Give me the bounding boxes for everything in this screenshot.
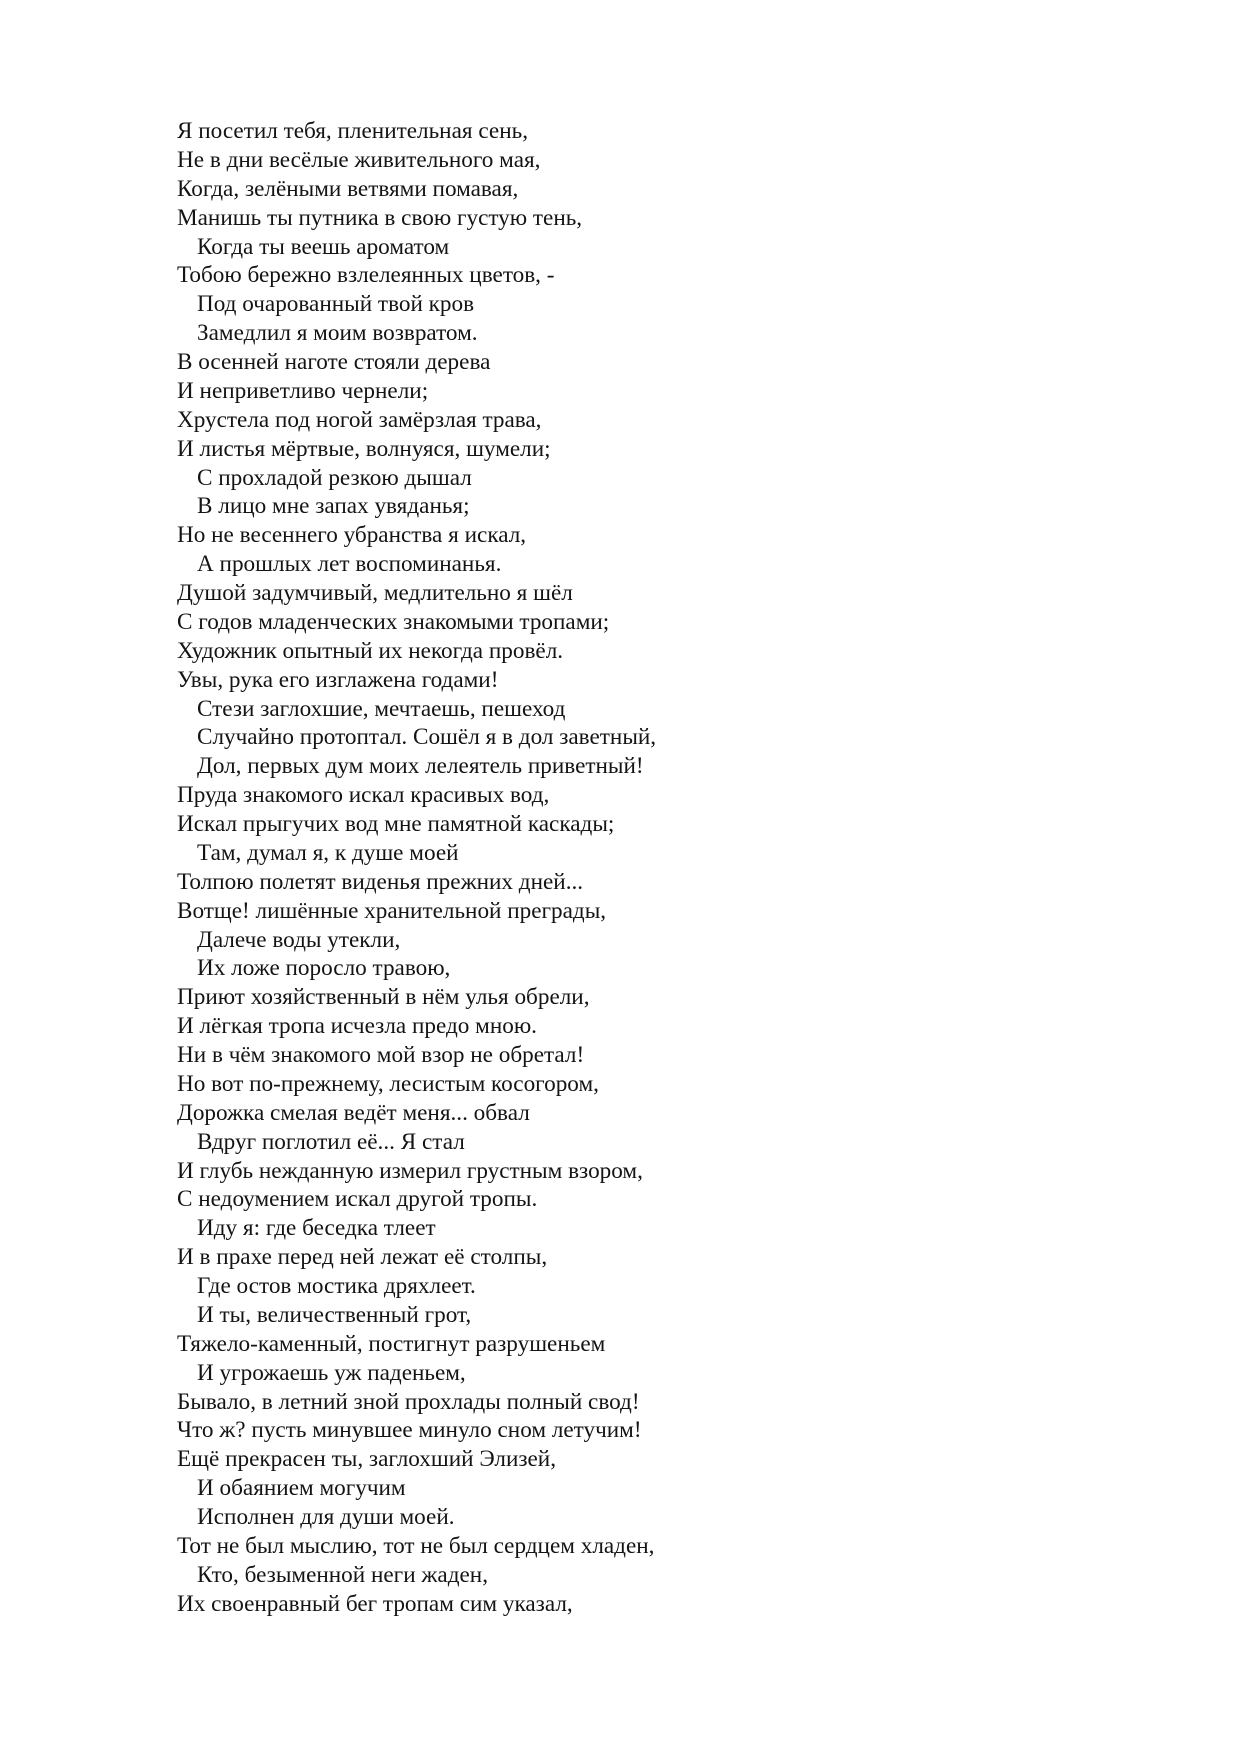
- poem-line: И глубь нежданную измерил грустным взором,: [177, 1157, 643, 1184]
- poem-line: Кто, безыменной неги жаден,: [197, 1561, 489, 1588]
- poem-line: Тяжело-каменный, постигнут разрушеньем: [177, 1330, 606, 1357]
- poem-line: Не в дни весёлые живительного мая,: [177, 146, 541, 173]
- poem-line: Под очарованный твой кров: [197, 291, 475, 318]
- poem-line: Где остов мостика дряхлеет.: [197, 1273, 476, 1299]
- poem-line: С недоумением искал другой тропы.: [177, 1186, 538, 1213]
- poem-line: Хрустела под ногой замёрзлая трава,: [177, 406, 542, 433]
- poem-line: Художник опытный их некогда провёл.: [177, 637, 564, 664]
- poem-line: Бывало, в летний зной прохлады полный свод!: [177, 1388, 640, 1415]
- poem-line: Что ж? пусть минувшее минуло сном летучим!: [177, 1417, 642, 1444]
- poem-line: Тот не был мыслию, тот не был сердцем хладен,: [177, 1532, 655, 1559]
- poem-line: Там, думал я, к душе моей: [197, 839, 459, 866]
- poem-line: Когда, зелёными ветвями помавая,: [177, 175, 519, 202]
- poem-line: Толпою полетят виденья прежних дней...: [177, 868, 584, 895]
- poem-line: Искал прыгучих вод мне памятной каскады;: [177, 811, 615, 837]
- poem-line: И ты, величественный грот,: [197, 1301, 472, 1328]
- poem-text: [177, 117, 656, 1619]
- poem-line: Душой задумчивый, медлительно я шёл: [177, 580, 573, 606]
- poem-line: В осенней наготе стояли дерева: [177, 349, 491, 375]
- poem-line: Но не весеннего убранства я искал,: [177, 522, 527, 549]
- poem-line: И угрожаешь уж паденьем,: [197, 1359, 466, 1386]
- poem-line: Дорожка смелая ведёт меня... обвал: [177, 1099, 530, 1126]
- poem-line: И листья мёртвые, волнуяся, шумели;: [177, 435, 551, 462]
- poem-line: Ещё прекрасен ты, заглохший Элизей,: [177, 1446, 557, 1473]
- poem-line: Дол, первых дум моих лелеятель приветный!: [197, 753, 644, 780]
- poem-line: Я посетил тебя, пленительная сень,: [177, 118, 528, 144]
- poem-line: Их ложе поросло травою,: [197, 955, 451, 982]
- poem-line: И обаянием могучим: [197, 1475, 406, 1502]
- poem-line: Далече воды утекли,: [197, 926, 401, 953]
- poem-line: Пруда знакомого искал красивых вод,: [177, 782, 550, 809]
- poem-line: Исполнен для души моей.: [197, 1504, 455, 1530]
- poem-line: Манишь ты путника в свою густую тень,: [177, 204, 583, 231]
- poem-line: Замедлил я моим возвратом.: [197, 320, 478, 347]
- poem-line: И неприветливо чернели;: [177, 377, 429, 404]
- poem-line: Стези заглохшие, мечтаешь, пешеход: [197, 695, 566, 722]
- poem-line: В лицо мне запах увяданья;: [197, 493, 470, 520]
- poem-line: С годов младенческих знакомыми тропами;: [177, 608, 610, 635]
- poem-line: С прохладой резкою дышал: [197, 464, 472, 491]
- poem-line: Вдруг поглотил её... Я стал: [197, 1128, 465, 1155]
- poem-line: Случайно протоптал. Сошёл я в дол заветный,: [197, 724, 657, 751]
- poem-line: Ни в чём знакомого мой взор не обретал!: [177, 1042, 585, 1068]
- poem-line: Приют хозяйственный в нём улья обрели,: [177, 984, 590, 1011]
- poem-line: И лёгкая тропа исчезла предо мною.: [177, 1013, 537, 1040]
- poem-line: Увы, рука его изглажена годами!: [177, 666, 499, 693]
- poem-line: Их своенравный бег тропам сим указал,: [177, 1590, 573, 1617]
- poem-line: Когда ты веешь ароматом: [197, 233, 450, 260]
- poem-line: Тобою бережно взлелеянных цветов, -: [177, 262, 555, 289]
- poem-line: И в прахе перед ней лежат её столпы,: [177, 1244, 548, 1271]
- poem-line: Но вот по-прежнему, лесистым косогором,: [177, 1070, 599, 1097]
- poem-line: А прошлых лет воспоминанья.: [197, 551, 502, 578]
- poem-line: Иду я: где беседка тлеет: [197, 1215, 436, 1242]
- poem-line: Вотще! лишённые хранительной преграды,: [177, 897, 607, 924]
